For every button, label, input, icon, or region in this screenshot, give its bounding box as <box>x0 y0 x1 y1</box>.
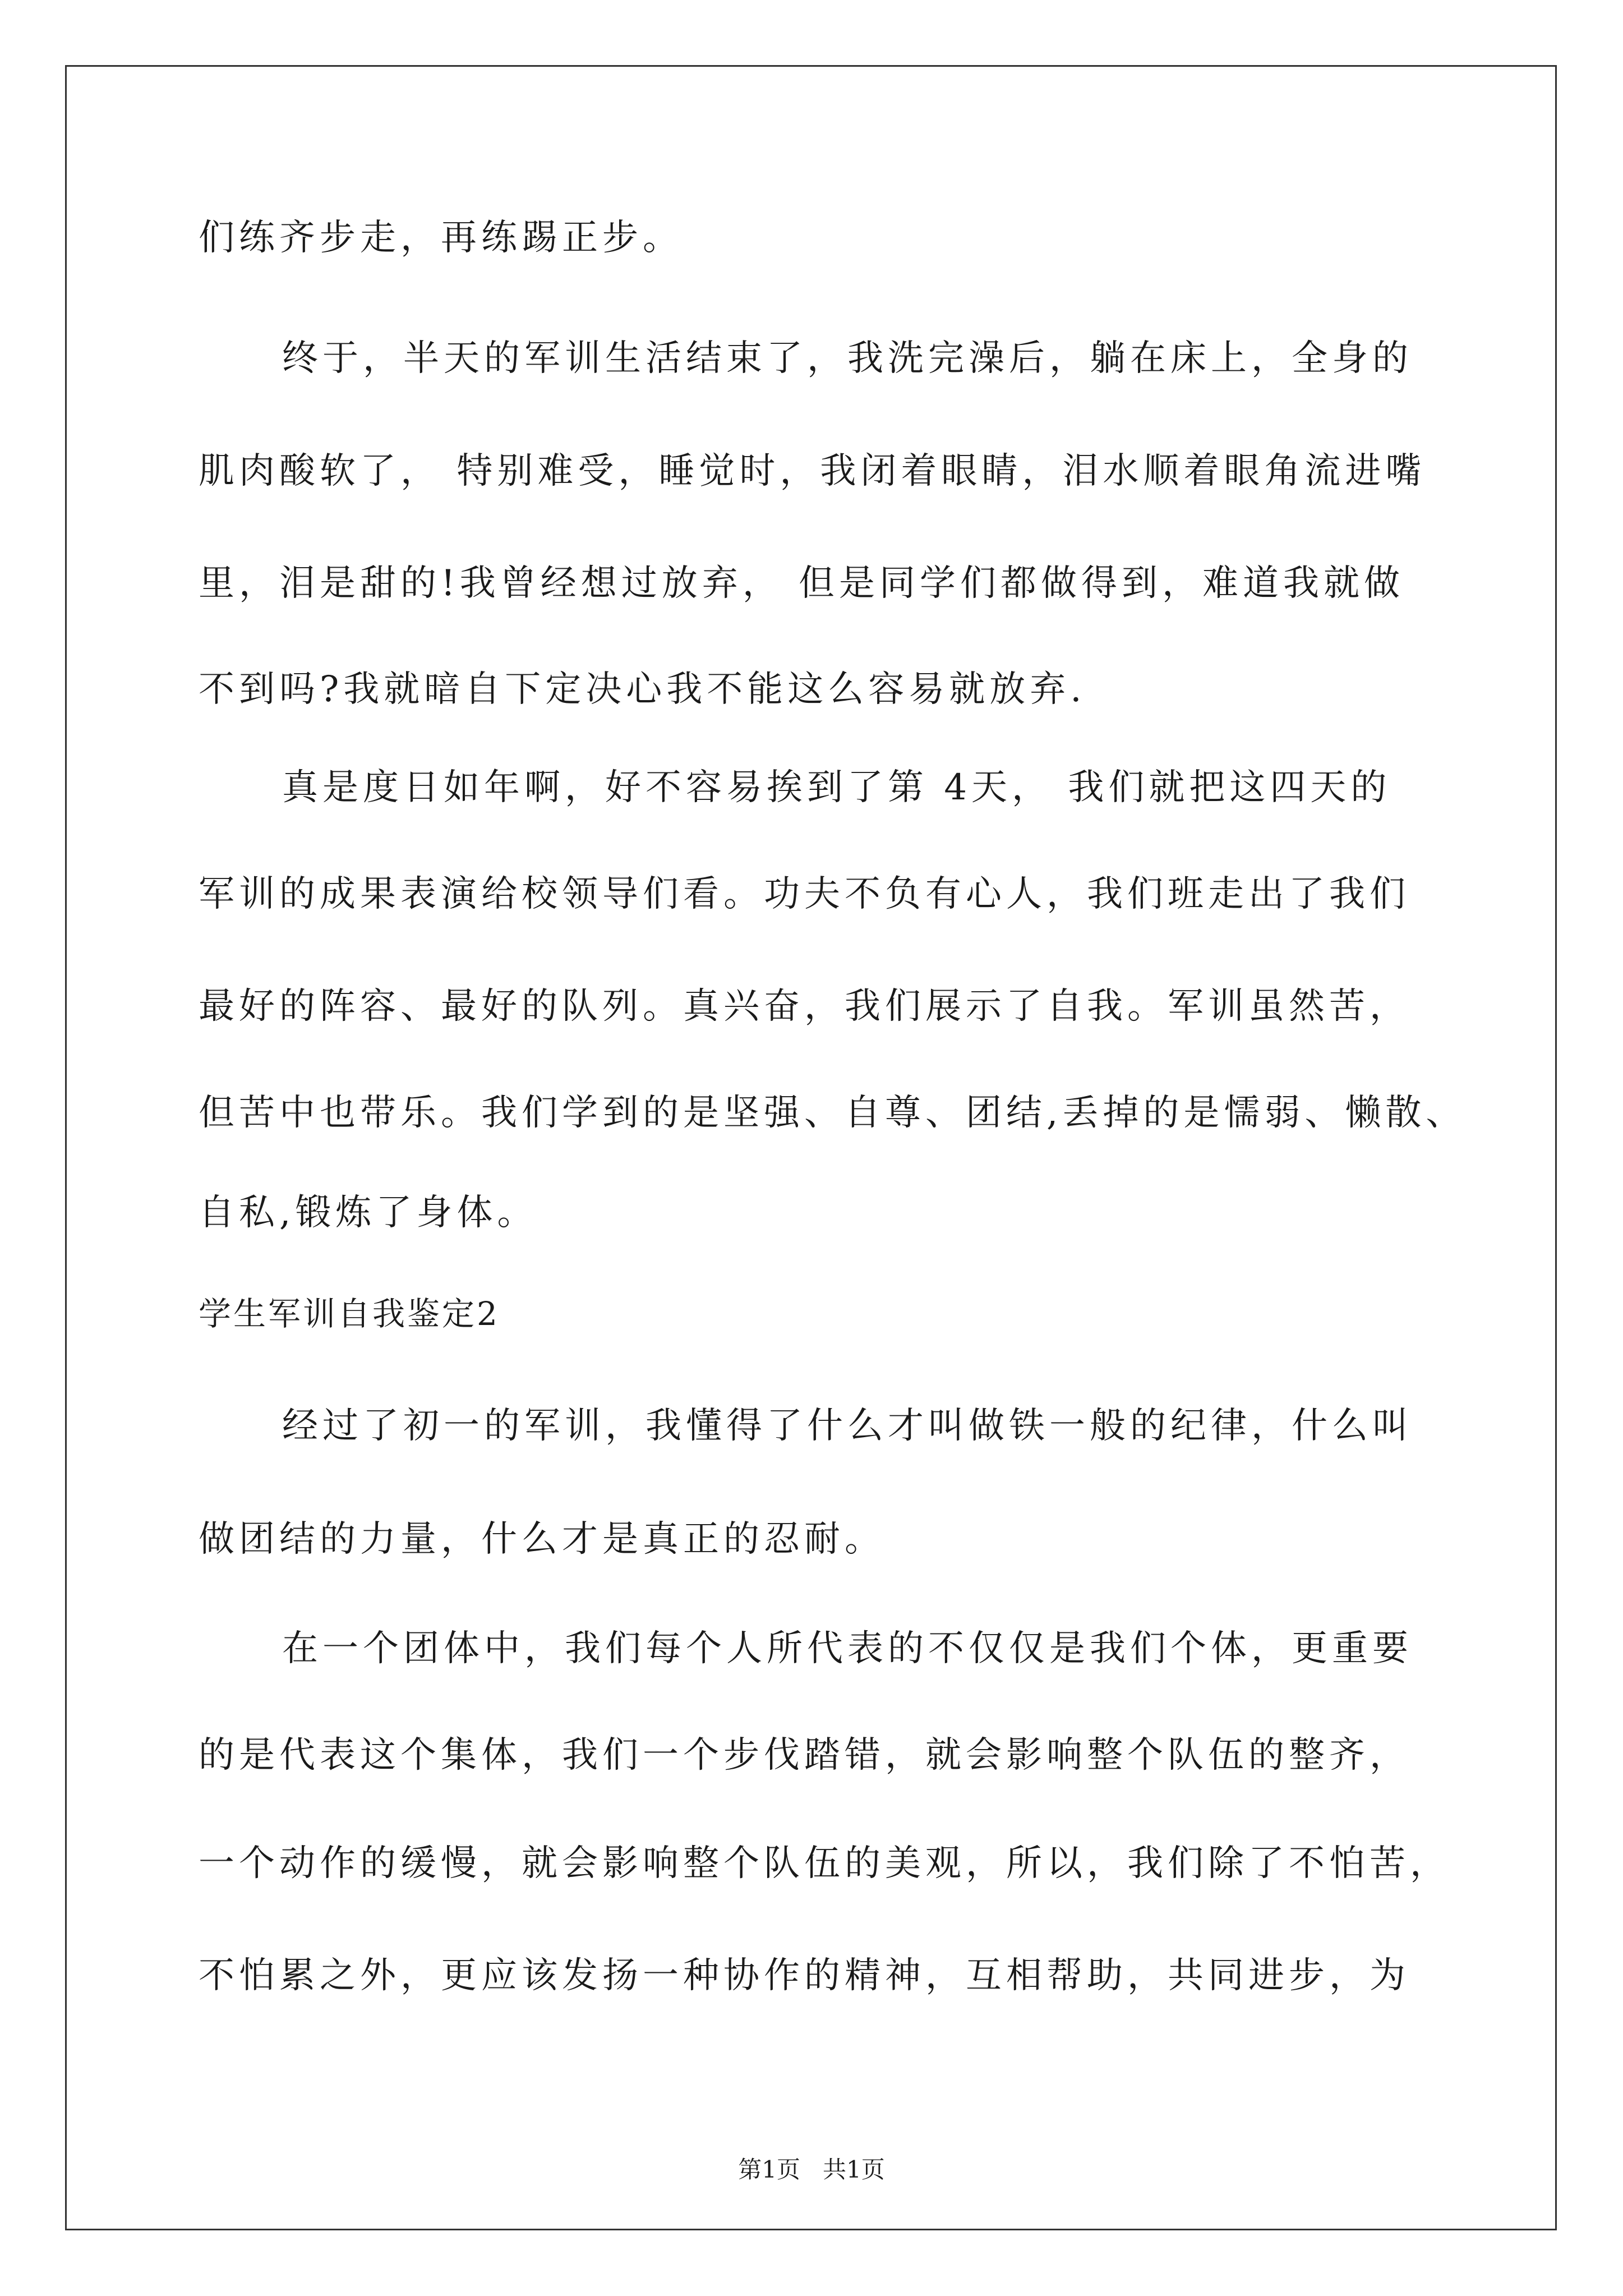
text-line: 最好的阵容、最好的队列。真兴奋，我们展示了自我。军训虽然苦， <box>199 986 1410 1027</box>
text-line: 肌肉酸软了， 特别难受，睡觉时，我闭着眼睛，泪水顺着眼角流进嘴 <box>199 450 1426 492</box>
paragraph-start-line: 终于，半天的军训生活结束了，我洗完澡后，躺在床上，全身的 <box>282 338 1413 379</box>
text-line: 不怕累之外，更应该发扬一种协作的精神，互相帮助，共同进步，为 <box>199 1955 1410 1996</box>
section-heading: 学生军训自我鉴定2 <box>199 1295 500 1333</box>
page-footer: 第1页 共1页 <box>738 2156 885 2183</box>
paragraph-start-line: 经过了初一的军训，我懂得了什么才叫做铁一般的纪律，什么叫 <box>282 1405 1413 1447</box>
text-line: 自私,锻炼了身体。 <box>199 1192 538 1234</box>
text-line: 军训的成果表演给校领导们看。功夫不负有心人，我们班走出了我们 <box>199 873 1410 915</box>
text-line: 做团结的力量，什么才是真正的忍耐。 <box>199 1519 885 1560</box>
text-line: 的是代表这个集体，我们一个步伐踏错，就会影响整个队伍的整齐， <box>199 1734 1410 1776</box>
text-line: 但苦中也带乐。我们学到的是坚强、自尊、团结,丢掉的是懦弱、懒散、 <box>199 1092 1467 1134</box>
text-line: 们练齐步走，再练踢正步。 <box>199 217 683 259</box>
paragraph-start-line: 在一个团体中，我们每个人所代表的不仅仅是我们个体，更重要 <box>282 1628 1413 1669</box>
paragraph-start-line: 真是度日如年啊，好不容易挨到了第 4天， 我们就把这四天的 <box>282 767 1391 808</box>
text-line: 一个动作的缓慢，就会影响整个队伍的美观，所以，我们除了不怕苦， <box>199 1843 1450 1884</box>
page-border <box>65 65 1557 2230</box>
text-line: 里，泪是甜的!我曾经想过放弃， 但是同学们都做得到，难道我就做 <box>199 563 1405 604</box>
text-line: 不到吗?我就暗自下定决心我不能这么容易就放弃. <box>199 669 1086 710</box>
